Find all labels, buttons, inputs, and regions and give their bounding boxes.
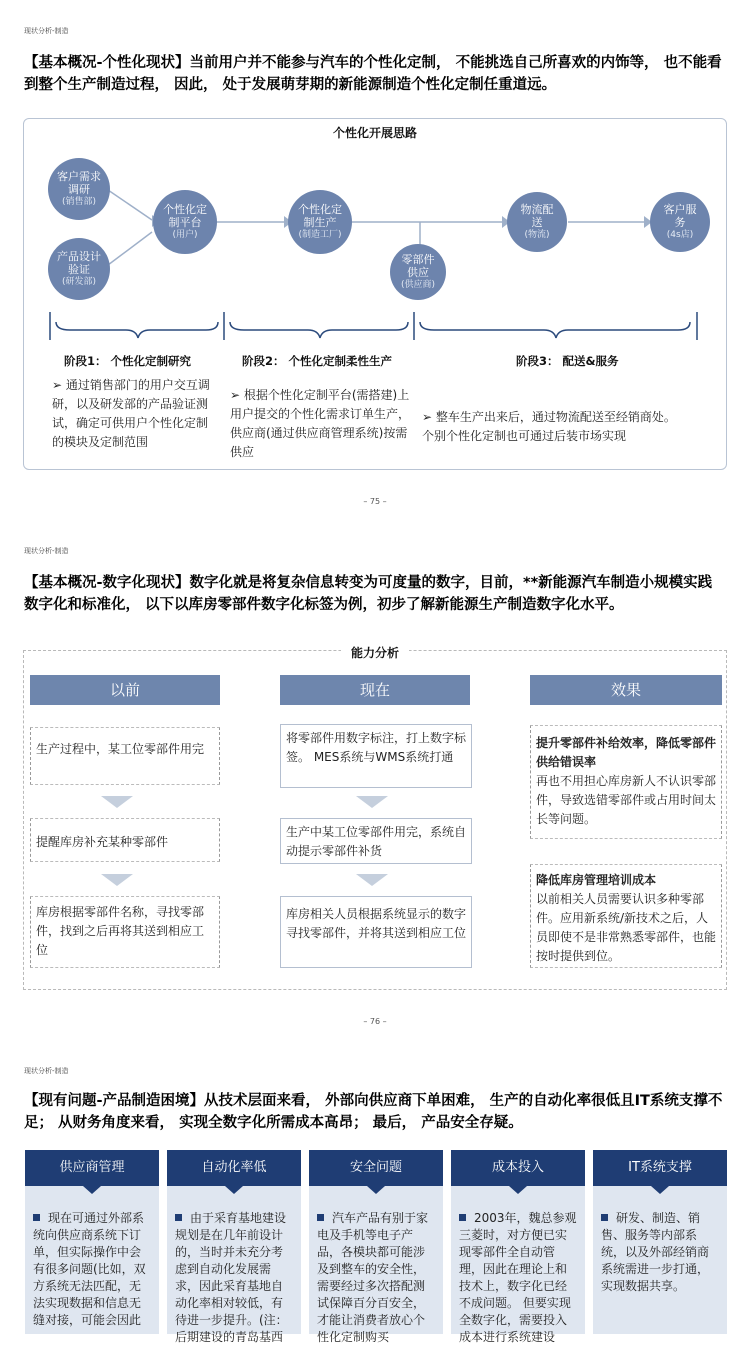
effect-card-2 <box>530 864 722 968</box>
bullet-icon <box>33 1214 40 1221</box>
stage2-title: 阶段2： 个性化定制柔性生产 <box>242 354 393 368</box>
problem-column-title: 成本投入 <box>451 1150 585 1186</box>
connector-survey-platform <box>108 190 152 220</box>
node-logistics <box>507 192 567 252</box>
before-step-1: 生产过程中，某工位零部件用完 <box>30 727 220 785</box>
page-number: – 76 – <box>363 1017 387 1026</box>
node-sublabel: (用户) <box>172 229 198 240</box>
node-sublabel: (物流) <box>524 229 550 240</box>
page-heading: 【现有问题-产品制造困境】从技术层面来看， 外部向供应商下单困难， 生产的自动化率很低且IT系统支撑不足； 从财务角度来看， 实现全数字化所需成本高昂； 最后， 产品安全存疑。 <box>24 1093 723 1131</box>
stage2-brace <box>230 322 408 338</box>
problem-column-cost <box>451 1150 585 1344</box>
problem-column-title: 安全问题 <box>309 1150 443 1186</box>
page-tag: 现状分析-制造 <box>24 27 69 35</box>
now-step-2: 生产中某工位零部件用完，系统自动提示零部件补货 <box>280 818 472 864</box>
node-sublabel: (供应商) <box>400 279 436 290</box>
node-label: 零部件供应 <box>401 252 435 279</box>
analysis-title <box>0 644 750 661</box>
page-tag: 现状分析-制造 <box>24 1067 69 1075</box>
stage1-desc: ➢ 通过销售部门的用户交互调研，以及研发部的产品验证测试，确定可供用户个性化定制的模块及定制范围 <box>52 378 210 449</box>
stage3-desc: ➢ 整车生产出来后，通过物流配送至经销商处。个别个性化定制也可通过后装市场实现 <box>422 410 676 443</box>
effect-title: 降低库房管理培训成本 <box>536 873 657 887</box>
down-arrow-icon <box>356 874 388 886</box>
node-product-design <box>48 238 110 300</box>
stage3-title: 阶段3： 配送&服务 <box>516 354 619 368</box>
problem-column-supplier <box>25 1150 159 1334</box>
node-label: 个性化定制平台 <box>163 202 207 229</box>
problem-column-body <box>593 1186 727 1303</box>
down-arrow-icon <box>356 796 388 808</box>
problem-column-text: 由于采育基地建设规划是在几年前设计的，当时并未充分考虑到自动化发展需求，因此采育基地自动化率相对较低，有待进一步提升。(注：后期建设的青岛基西 <box>175 1211 288 1344</box>
problem-column-text: 2003年，魏总参观三菱时，对方便已实现零部件全自动管理，因此在理论上和技术上，数字化已经不成问题。 但要实现全数字化，需要投入成本进行系统建设 <box>459 1211 577 1344</box>
page-heading: 【基本概况-个性化现状】当前用户并不能参与汽车的个性化定制， 不能挑选自己所喜欢的内饰等， 也不能看到整个生产制造过程， 因此， 处于发展萌芽期的新能源制造个性化定制任重道远。 <box>24 55 722 93</box>
page-number: – 75 – <box>363 497 387 506</box>
problem-column-text: 现在可通过外部系统向供应商系统下订单，但实际操作中会有很多问题(比如，双方系统无法匹配，无法实现数据和信息无缝对接，可能会因此 <box>33 1211 146 1327</box>
node-customer-service <box>650 192 710 252</box>
bullet-icon <box>459 1214 466 1221</box>
problem-column-body <box>309 1186 443 1354</box>
effect-card-1 <box>530 725 722 839</box>
problem-column-body <box>451 1186 585 1354</box>
stage1-brace <box>56 322 218 338</box>
connector-design-platform <box>108 232 152 265</box>
problem-column-it-support <box>593 1150 727 1334</box>
problem-column-title: 供应商管理 <box>25 1150 159 1186</box>
stage1-title: 阶段1： 个性化定制研究 <box>64 354 192 368</box>
node-label: 客户需求调研 <box>57 169 101 196</box>
now-step-1: 将零部件用数字标注，打上数字标签。 MES系统与WMS系统打通 <box>280 724 472 788</box>
node-parts-supply <box>390 244 446 300</box>
problem-column-text: 汽车产品有别于家电及手机等电子产品，各模块都可能涉及到整车的安全性，需要经过多次搭配测试保障百分百安全，才能让消费者放心个性化定制购买 <box>317 1211 429 1344</box>
column-header-now: 现在 <box>280 675 470 705</box>
before-step-2: 提醒库房补充某种零部件 <box>30 818 220 862</box>
page-heading: 【基本概况-数字化现状】数字化就是将复杂信息转变为可度量的数字，目前，**新能源汽车制造小规模实践数字化和标准化， 以下以库房零部件数字化标签为例，初步了解新能源生产制造数字化水平。 <box>24 575 713 613</box>
down-arrow-icon <box>101 874 133 886</box>
stage3-brace <box>420 322 690 338</box>
problem-column-text: 研发、制造、销售、服务等内部系统，以及外部经销商系统需进一步打通，实现数据共享。 <box>601 1211 710 1293</box>
problem-column-safety <box>309 1150 443 1344</box>
node-sublabel: (销售部) <box>61 196 97 207</box>
node-sublabel: (制造工厂) <box>298 229 342 240</box>
node-customer-survey <box>48 158 110 220</box>
problem-column-title: IT系统支撑 <box>593 1150 727 1186</box>
effect-title: 提升零部件补给效率，降低零部件供给错误率 <box>536 736 717 769</box>
node-label: 产品设计验证 <box>57 249 101 276</box>
column-header-before: 以前 <box>30 675 220 705</box>
node-label: 物流配送 <box>520 202 554 229</box>
down-arrow-icon <box>101 796 133 808</box>
effect-text: 再也不用担心库房新人不认识零部件，导致选错零部件或占用时间太长等问题。 <box>536 774 717 826</box>
bullet-icon <box>317 1214 324 1221</box>
column-header-effect: 效果 <box>530 675 722 705</box>
diagram-title: 个性化开展思路 <box>332 126 417 140</box>
node-label: 客户服务 <box>663 202 697 229</box>
bullet-icon <box>601 1214 608 1221</box>
problem-column-automation <box>167 1150 301 1344</box>
before-step-3: 库房根据零部件名称，寻找零部件，找到之后再将其送到相应工位 <box>30 896 220 968</box>
node-sublabel: (4s店) <box>666 229 694 240</box>
page-tag: 现状分析-制造 <box>24 547 69 555</box>
problem-column-body <box>167 1186 301 1354</box>
node-custom-platform <box>153 190 217 254</box>
stage2-desc: ➢ 根据个性化定制平台(需搭建)上用户提交的个性化需求订单生产，供应商(通过供应商管理系统)按需供应 <box>230 388 411 459</box>
now-step-3: 库房相关人员根据系统显示的数字寻找零部件，并将其送到相应工位 <box>280 896 472 968</box>
node-label: 个性化定制生产 <box>298 202 342 229</box>
node-sublabel: (研发部) <box>61 276 97 287</box>
bullet-icon <box>175 1214 182 1221</box>
node-custom-production <box>288 190 352 254</box>
analysis-title-text: 能力分析 <box>341 646 409 660</box>
problem-column-title: 自动化率低 <box>167 1150 301 1186</box>
problem-column-body <box>25 1186 159 1337</box>
effect-text: 以前相关人员需要认识多种零部件。应用新系统/新技术之后，人员即使不是非常熟悉零部件，也能按时提供到位。 <box>536 892 717 963</box>
